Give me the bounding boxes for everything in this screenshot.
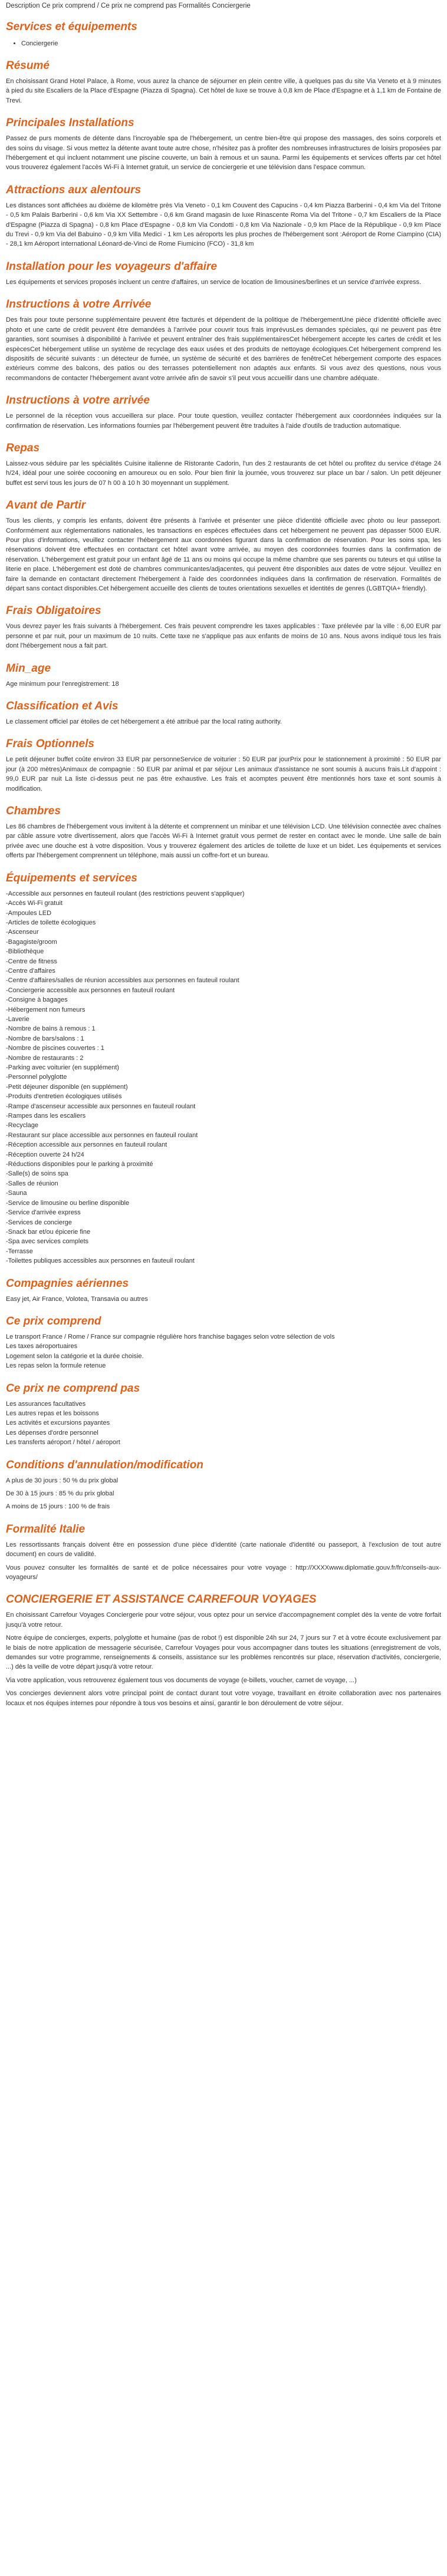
- section-line: -Bibliothèque: [6, 948, 44, 956]
- section-title: Conditions d'annulation/modification: [6, 1458, 203, 1471]
- section-line: -Accès Wi-Fi gratuit: [6, 900, 63, 907]
- section-title: Instructions à votre arrivée: [6, 394, 150, 407]
- section-line: Les repas selon la formule retenue: [6, 1362, 106, 1370]
- section-title: Instructions à votre Arrivée: [6, 298, 152, 311]
- section-line: Les taxes aéroportuaires: [6, 1343, 78, 1350]
- section-paragraph: Easy jet, Air France, Volotea, Transavia ou autres: [6, 1295, 148, 1303]
- section-line: -Nombre de restaurants : 2: [6, 1054, 84, 1062]
- section-paragraph: Age minimum pour l'enregistrement: 18: [6, 680, 119, 688]
- section-line: -Accessible aux personnes en fauteuil roulant (des restrictions peuvent s'appliquer): [6, 890, 245, 897]
- section-title: Frais Obligatoires: [6, 605, 101, 617]
- section-line: -Réception accessible aux personnes en fauteuil roulant: [6, 1141, 167, 1149]
- top-line: Description Ce prix comprend / Ce prix ne comprend pas Formalités Conciergerie: [6, 2, 251, 9]
- section-line: -Centre d'affaires/salles de réunion accessibles aux personnes en fauteuil roulant: [6, 977, 239, 985]
- section-line: Les dépenses d'ordre personnel: [6, 1429, 98, 1436]
- section-line: -Nombre de bains à remous : 1: [6, 1025, 96, 1033]
- section-line: -Ampoules LED: [6, 909, 52, 917]
- section-paragraph: Le personnel de la réception vous accueillera sur place. Pour toute question, veuillez contacter l'hébergement aux coordonnées indiquées sur la confirmation de réservation. Les informations fournies par l'hébergement peuvent être traduites à l'aide d'outils de traduction automatique.: [6, 412, 441, 430]
- section-paragraph: Le classement officiel par étoiles de cet hébergement a été attribué par the local rating authority.: [6, 718, 282, 726]
- section-line: -Spa avec services complets: [6, 1238, 88, 1246]
- section-lines: [6, 1332, 441, 1371]
- section-line: Les assurances facultatives: [6, 1400, 86, 1408]
- section-line: -Conciergerie accessible aux personnes en fauteuil roulant: [6, 986, 175, 994]
- section-title: Formalité Italie: [6, 1523, 86, 1535]
- section-line: -Parking avec voiturier (en supplément): [6, 1064, 119, 1071]
- section-title: Min_age: [6, 662, 51, 675]
- section-line: -Réception ouverte 24 h/24: [6, 1151, 84, 1158]
- section-paragraph: Le petit déjeuner buffet coûte environ 33 EUR par personneService de voiturier : 50 EUR par jourPrix pour le stationnement à proximité : 50 EUR par jour (à 200 mètres)Animaux de compagnie : 50 EUR par animal et par séjour Les animaux d'assistance ne sont soumis à aucuns frais.Lit d'appoint : 99,0 EUR par nuit La liste ci-dessus peut ne pas être exhaustive. Les frais et acomptes peuvent être mentionnés hors taxe et sont soumis à modification.: [6, 756, 441, 792]
- section-line: -Articles de toilette écologiques: [6, 919, 96, 926]
- section-paragraph: Les équipements et services proposés incluent un centre d'affaires, un service de location de limousines/berlines et un service d'arrivée express.: [6, 278, 422, 286]
- section-line: -Laverie: [6, 1015, 29, 1023]
- section-line: -Centre de fitness: [6, 957, 57, 965]
- section-paragraph: Vous devrez payer les frais suivants à l'hébergement. Ces frais peuvent comprendre les taxes applicables : Taxe prélevée par la ville : 6,00 EUR par personne et par nuit, pour un maximum de 10 nuits. Cette taxe ne s'applique pas aux enfants de moins de 10 ans. Nous avons indiqué tous les frais dont l'hébergement nous a fait part.: [6, 623, 441, 650]
- section-paragraph: Laissez-vous séduire par les spécialités Cuisine italienne de Ristorante Cadorin, l'un des 2 restaurants de cet hôtel ou profitez du service d'étage 24 h/24, idéal pour une soirée cocooning en amoureux ou en solo. Pour bien finir la journée, vous trouverez sur place un bar / salon. Un petit déjeuner buffet est servi tous les jours de 07 h 00 à 10 h 30 moyennant un supplément.: [6, 460, 441, 487]
- sections-container: [6, 59, 441, 1708]
- section-line: -Toilettes publiques accessibles aux personnes en fauteuil roulant: [6, 1257, 195, 1265]
- section-line: Le transport France / Rome / France sur compagnie régulière hors franchise bagages selon votre sélection de vols: [6, 1333, 335, 1340]
- section-paragraph: Passez de purs moments de détente dans l'incroyable spa de l'hébergement, un centre bien-être qui propose des massages, des soins corporels et des soins du visage. Si vous mettez la détente avant toute autre chose, n'hésitez pas à profiter des nombreuses infrastructures de loisirs proposées par l'hébergement et qui incluent notamment une piscine couverte, un bain à remous et un sauna. Parmi les équipements et services offerts par cet hôtel vous trouverez également l'accès Wi-Fi à Internet gratuit, un service de conciergerie et une télévision dans l'espace commun.: [6, 135, 441, 171]
- section-line: Logement selon la catégorie et la durée choisie.: [6, 1352, 144, 1360]
- section-title: Repas: [6, 441, 40, 454]
- section-paragraph: Les ressortissants français doivent être en possession d'une pièce d'identité (carte nationale d'identité ou passeport, à l'exclusion de tout autre document) en cours de validité.: [6, 1541, 441, 1558]
- services-title: Services et équipements: [6, 21, 137, 33]
- section-line: -Consigne à bagages: [6, 996, 68, 1004]
- section-line: -Rampe d'ascenseur accessible aux personnes en fauteuil roulant: [6, 1102, 196, 1110]
- section-title: Ce prix ne comprend pas: [6, 1382, 140, 1395]
- section-paragraph: Tous les clients, y compris les enfants, doivent être présents à l'arrivée et présenter une pièce d'identité officielle avec photo ou leur passeport. Conformément aux réglementations nationales, les transactions en espèces effectuées dans cet hébergement ne peuvent pas dépasser 5000 EUR. Pour plus d'informations, veuillez contacter l'hébergement aux coordonnées figurant dans la confirmation de réservation. Pour les soins spa, les réservations doivent être effectuées en contactant cet hôtel avant votre arrivée, au moyen des coordonnées fournies dans la confirmation de réservation. L'hébergement est gratuit pour un enfant âgé de 11 ans ou moins qui occupe la même chambre que ses parents ou tuteurs et qui utilise la literie en place. L'hébergement est doté de chambres communicantes/adjacentes, qui peuvent être disponibles aux dates de votre séjour. Veuillez en faire la demande en contactant directement l'hébergement à l'aide des coordonnées indiquées dans la confirmation de réservation. Formalités de départ sans contact disponibles.Cet hébergement accueille des clients de toutes orientations sexuelles et identités de genres (LGBTQIA+ friendly).: [6, 517, 441, 592]
- section-paragraph: Notre équipe de concierges, experts, polyglotte et humaine (pas de robot !) est disponible 24h sur 24, 7 jours sur 7 et à votre écoute exclusivement par le biais de notre application de messagerie sécurisée, Carrefour Voyages pour vous accompagner dans toutes les situations (enregistrement de vols, demandes sur votre programme, renseignements & conseils, assistance sur les problèmes rencontrés sur place, réservation d'activités, conciergerie, ...) dès la veille de votre départ jusqu'à votre retour.: [6, 1634, 441, 1671]
- section-line: -Salle(s) de soins spa: [6, 1170, 68, 1178]
- section-line: -Snack bar et/ou épicerie fine: [6, 1228, 91, 1236]
- services-list-item: • Conciergerie: [21, 39, 441, 48]
- section-line: Les transferts aéroport / hôtel / aéroport: [6, 1439, 120, 1446]
- section-line: -Produits d'entretien écologiques utilisés: [6, 1093, 122, 1101]
- section-line: -Petit déjeuner disponible (en supplément): [6, 1083, 128, 1091]
- section-title: Classification et Avis: [6, 700, 119, 713]
- section-line: -Centre d'affaires: [6, 967, 55, 975]
- section-title: Installation pour les voyageurs d'affaire: [6, 260, 217, 273]
- section-line: Les autres repas et les boissons: [6, 1409, 99, 1417]
- section-title: CONCIERGERIE ET ASSISTANCE CARREFOUR VOYAGES: [6, 1593, 317, 1606]
- section-title: Chambres: [6, 805, 61, 818]
- section-line: -Restaurant sur place accessible aux personnes en fauteuil roulant: [6, 1131, 198, 1139]
- section-line: -Rampes dans les escaliers: [6, 1112, 86, 1120]
- section-title: Équipements et services: [6, 871, 137, 884]
- section-title: Attractions aux alentours: [6, 183, 142, 196]
- section-line: -Nombre de bars/salons : 1: [6, 1035, 84, 1042]
- section-paragraph: Les 86 chambres de l'hébergement vous invitent à la détente et comprennent un minibar et une télévision LCD. Une télévision connectée avec chaînes par câble assure votre divertissement, alors que l'accès Wi-Fi à Internet gratuit vous permet de rester en contact avec le monde. Une salle de bain privée avec une douche est à votre disposition. Vous y trouverez également des articles de toilette de luxe et un bidet. Les équipements et services offerts par l'hébergement comprennent un téléphone, mais aussi un coffre-fort et un bureau.: [6, 823, 441, 860]
- section-paragraph: En choisissant Carrefour Voyages Conciergerie pour votre séjour, vous optez pour un service d'accompagnement complet dès la vente de votre forfait jusqu'à votre retour.: [6, 1611, 441, 1629]
- section-paragraph: En choisissant Grand Hotel Palace, à Rome, vous aurez la chance de séjourner en plein centre ville, à quelques pas du site Via Veneto et à 9 minutes à pied du site Escaliers de la Place d'Espagne (Piazza di Spagna). Cet hôtel de luxe se trouve à 0,8 km de Place d'Espagne et à 1,1 km de Fontaine de Trevi.: [6, 78, 441, 104]
- section-paragraph: Des frais pour toute personne supplémentaire peuvent être facturés et dépendent de la politique de l'hébergementUne pièce d'identité officielle avec photo et une carte de crédit peuvent être demandées à l'arrivée pour couvrir tous frais imprévusLes demandes spéciales, qui ne peuvent pas être garanties, sont soumises à disponibilité à l'arrivée et peuvent entraîner des frais supplémentairesCet hébergement accepte les cartes de crédit et les espècesCet hébergement utilise un système de recyclage des eaux usées et des produits de nettoyage écologiques.Cet hébergement comprend les dispositifs de sécurité suivants : un détecteur de fumée, un système de sécurité et des barrières de fenêtreCet hébergement comporte des espaces extérieurs comme des balcons, des patios ou des terrasses potentiellement non adaptés aux enfants. Si vous avez des questions, nous vous recommandons de contacter l'hébergement avant votre arrivée afin de savoir s'il peut vous accueillir dans une chambre adéquate.: [6, 316, 441, 382]
- section-line: -Bagagiste/groom: [6, 938, 57, 946]
- section-line: -Sauna: [6, 1190, 27, 1197]
- section-title: Ce prix comprend: [6, 1315, 101, 1327]
- services-list: [6, 39, 441, 48]
- section-line: -Nombre de piscines couvertes : 1: [6, 1045, 104, 1052]
- section-line: -Ascenseur: [6, 929, 39, 936]
- section-line: -Service de limousine ou berline disponible: [6, 1199, 130, 1207]
- section-line: -Hébergement non fumeurs: [6, 1006, 86, 1013]
- section-paragraph: Via votre application, vous retrouverez également tous vos documents de voyage (e-billets, voucher, carnet de voyage, ...): [6, 1676, 357, 1684]
- section-line: -Recyclage: [6, 1122, 39, 1130]
- section-paragraph: Vous pouvez consulter les formalités de santé et de police nécessaires pour votre voyage : http://XXXXwww.diplomatie.gouv.fr/fr/conseils-aux-voyageurs/: [6, 1564, 441, 1581]
- section-line: -Personnel polyglotte: [6, 1074, 67, 1081]
- section-line: -Terrasse: [6, 1247, 33, 1255]
- section-line: -Réductions disponibles pour le parking à proximité: [6, 1161, 153, 1168]
- section-title: Avant de Partir: [6, 499, 86, 512]
- section-title: Compagnies aériennes: [6, 1277, 129, 1290]
- section-paragraph: A moins de 15 jours : 100 % de frais: [6, 1503, 110, 1511]
- section-line: -Services de concierge: [6, 1218, 72, 1226]
- section-paragraph: De 30 à 15 jours : 85 % du prix global: [6, 1490, 114, 1497]
- section-paragraph: Les distances sont affichées au dixième de kilomètre près Via Veneto - 0,1 km Couvent des Capucins - 0,4 km Piazza Barberini - 0,4 km Via del Tritone - 0,5 km Palais Barberini - 0,6 km Via XX Settembre - 0,6 km Grand magasin de luxe Rinascente Roma Via del Tritone - 0,7 km Escaliers de la Place d'Espagne (Piazza di Spagna) - 0,8 km Place d'Espagne - 0,8 km Via Condotti - 0,8 km Via Nazionale - 0,9 km Place de la République - 0,9 km Place du Trevi - 0,9 km Via del Babuino - 0,9 km Villa Medici - 1 km Les aéroports les plus proches de l'hébergement sont :Aéroport de Rome Ciampino (CIA) - 28,1 km Aéroport international Léonard-de-Vinci de Rome Fiumicino (FCO) - 31,8 km: [6, 202, 441, 248]
- section-paragraph: A plus de 30 jours : 50 % du prix global: [6, 1477, 119, 1484]
- section-paragraph: Vos concierges deviennent alors votre principal point de contact durant tout votre voyage, travaillant en étroite collaboration avec nos partenaires locaux et nos équipes internes pour répondre à tous vos besoins et ainsi, garantir le bon déroulement de votre séjour.: [6, 1690, 441, 1707]
- section-lines: [6, 1399, 441, 1448]
- section-title: Frais Optionnels: [6, 738, 94, 751]
- section-line: Les activités et excursions payantes: [6, 1419, 110, 1427]
- section-line: -Service d'arrivée express: [6, 1209, 81, 1217]
- section-title: Principales Installations: [6, 117, 134, 130]
- section-lines: [6, 889, 441, 1266]
- section-line: -Salles de réunion: [6, 1180, 58, 1187]
- section-title: Résumé: [6, 60, 50, 72]
